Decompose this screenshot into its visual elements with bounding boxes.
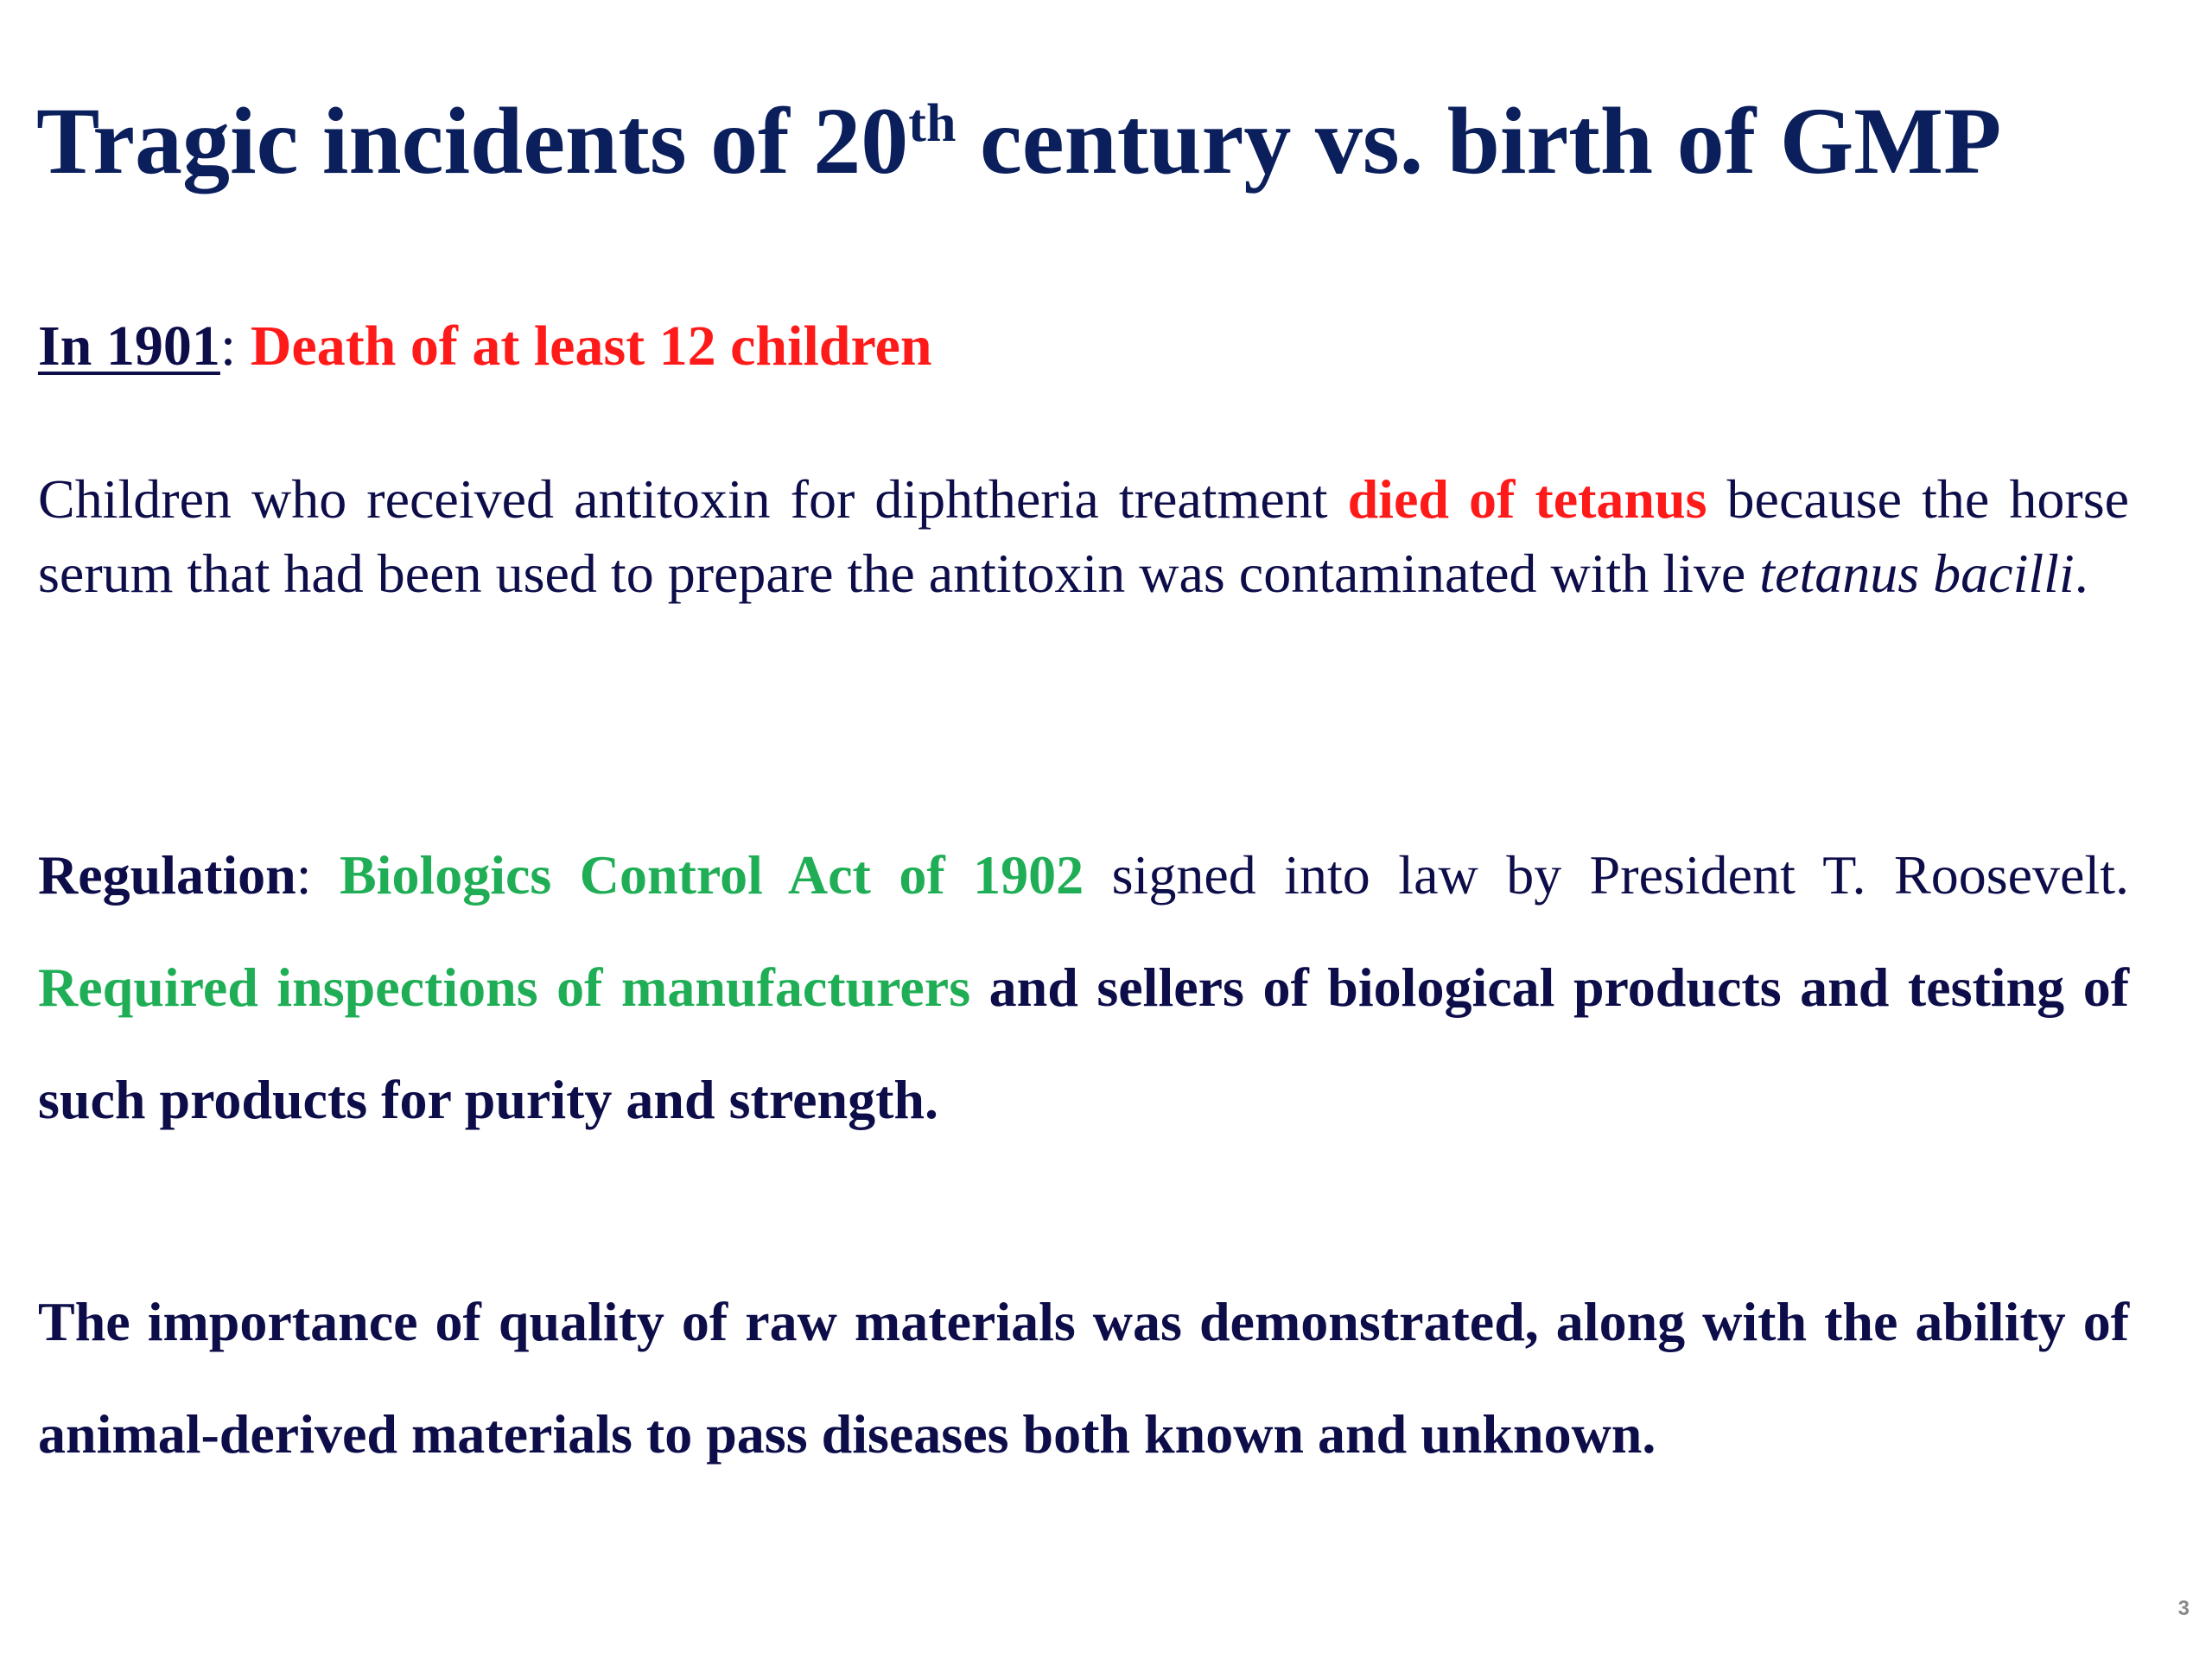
incident-heading — [38, 309, 2129, 384]
title-superscript: th — [908, 94, 957, 153]
children-text-part2: because the horse serum that had been used to prepare the antitoxin was contaminated with live — [38, 468, 2130, 604]
children-italic-term: tetanus bacilli — [1759, 543, 2075, 604]
importance-paragraph: The importance of quality of raw materials was demonstrated, along with the ability of animal-derived materials to pass diseases both known and unknown. — [38, 1291, 2129, 1465]
regulation-paragraph — [38, 819, 2129, 1156]
regulation-text-part1: signed into law by President T. Roosevelt. — [1084, 844, 2130, 906]
slide-title — [36, 86, 2001, 196]
incident-separator: : — [219, 315, 251, 378]
children-highlight: died of tetanus — [1347, 468, 1707, 530]
page-number: 3 — [2177, 1597, 2190, 1620]
regulation-separator: : — [296, 844, 340, 906]
title-rest: century vs. birth of GMP — [956, 88, 2002, 194]
incident-year-label: In 1901 — [38, 315, 220, 378]
regulation-act: Biologics Control Act of 1902 — [339, 844, 1084, 906]
title-main: Tragic incidents of 20 — [36, 88, 909, 194]
regulation-label: Regulation — [38, 844, 296, 906]
children-paragraph — [38, 462, 2129, 611]
children-text-part1: Children who received antitoxin for diphtheria treatment — [38, 468, 1348, 530]
regulation-requirement: Required inspections of manufacturers — [38, 957, 971, 1018]
incident-headline: Death of at least 12 children — [250, 315, 932, 378]
regulation-text-part2: and sellers of biological products and testing of such products for purity and strength. — [38, 957, 2130, 1130]
children-text-end: . — [2074, 543, 2088, 604]
